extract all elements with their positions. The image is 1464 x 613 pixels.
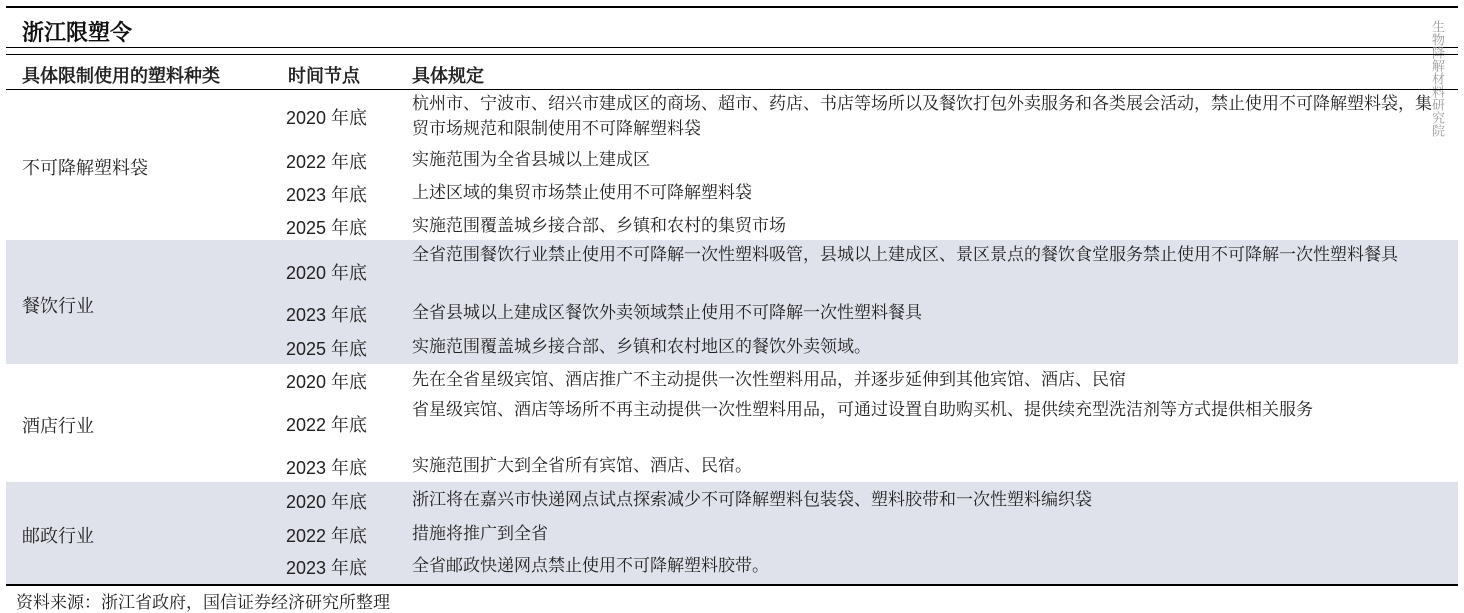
row-rule: 实施范围扩大到全省所有宾馆、酒店、民宿。 — [412, 456, 752, 476]
header-category: 具体限制使用的塑料种类 — [22, 66, 220, 87]
row-time: 2023 年底 — [286, 185, 368, 205]
row-time: 2022 年底 — [286, 152, 368, 172]
row-rule: 全省邮政快递网点禁止使用不可降解塑料胶带。 — [412, 556, 769, 576]
row-time: 2025 年底 — [286, 339, 368, 359]
group-label: 酒店行业 — [22, 416, 94, 437]
row-rule: 实施范围覆盖城乡接合部、乡镇和农村地区的餐饮外卖领域。 — [412, 337, 871, 357]
row-time: 2020 年底 — [286, 108, 368, 128]
row-rule: 杭州市、宁波市、绍兴市建成区的商场、超市、药店、书店等场所以及餐饮打包外卖服务和各类展会活动，禁止使用不可降解塑料袋，集贸市场规范和限制使用不可降解塑料袋 — [412, 94, 1432, 139]
row-rule: 省星级宾馆、酒店等场所不再主动提供一次性塑料用品，可通过设置自助购买机、提供续充型洗洁剂等方式提供相关服务 — [412, 400, 1313, 420]
row-rule: 浙江将在嘉兴市快递网点试点探索减少不可降解塑料包装袋、塑料胶带和一次性塑料编织袋 — [412, 490, 1092, 510]
row-time: 2022 年底 — [286, 526, 368, 546]
row-rule: 先在全省星级宾馆、酒店推广不主动提供一次性塑料用品，并逐步延伸到其他宾馆、酒店、民宿 — [412, 370, 1126, 390]
row-rule: 实施范围为全省县城以上建成区 — [412, 150, 650, 170]
row-time: 2020 年底 — [286, 372, 368, 392]
source-note: 资料来源：浙江省政府，国信证券经济研究所整理 — [16, 593, 390, 613]
table-header — [6, 54, 1458, 90]
row-rule: 全省范围餐饮行业禁止使用不可降解一次性塑料吸管，县城以上建成区、景区景点的餐饮食堂服务禁止使用不可降解一次性塑料餐具 — [412, 245, 1398, 265]
row-time: 2020 年底 — [286, 492, 368, 512]
group-label: 邮政行业 — [22, 526, 94, 547]
row-time: 2023 年底 — [286, 458, 368, 478]
watermark-text: 生物降解材料研究院 — [1429, 20, 1444, 137]
row-time: 2020 年底 — [286, 263, 368, 283]
row-time: 2025 年底 — [286, 218, 368, 238]
group-label: 不可降解塑料袋 — [22, 158, 148, 179]
row-time: 2023 年底 — [286, 305, 368, 325]
group-label: 餐饮行业 — [22, 296, 94, 317]
row-rule: 上述区域的集贸市场禁止使用不可降解塑料袋 — [412, 183, 752, 203]
row-time: 2022 年底 — [286, 415, 368, 435]
title-bar — [6, 6, 1458, 48]
table-group — [6, 364, 1458, 482]
row-rule: 全省县城以上建成区餐饮外卖领域禁止使用不可降解一次性塑料餐具 — [412, 303, 922, 323]
bottom-rule — [6, 584, 1458, 586]
table-group — [6, 240, 1458, 364]
page-title: 浙江限塑令 — [22, 21, 133, 46]
header-time: 时间节点 — [288, 66, 360, 87]
table-group — [6, 90, 1458, 240]
table-group — [6, 482, 1458, 584]
header-rule: 具体规定 — [412, 66, 484, 87]
row-time: 2023 年底 — [286, 558, 368, 578]
row-rule: 实施范围覆盖城乡接合部、乡镇和农村的集贸市场 — [412, 216, 786, 236]
row-rule: 措施将推广到全省 — [412, 524, 548, 544]
